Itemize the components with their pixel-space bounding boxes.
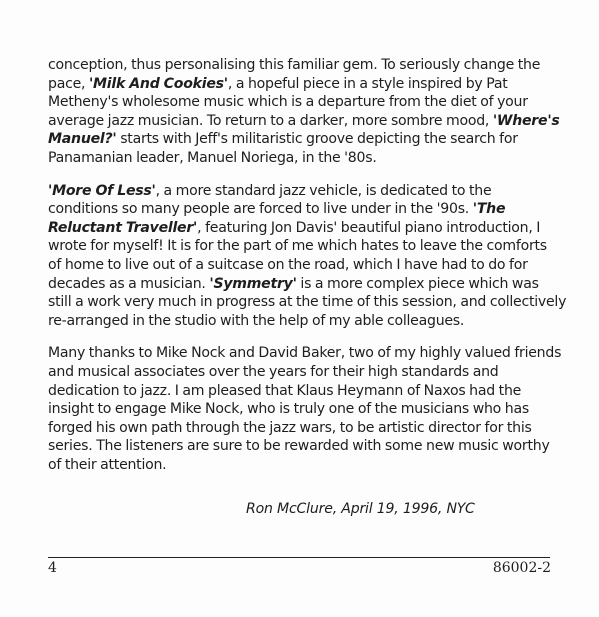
text-line (48, 419, 548, 438)
text-segment: still a work very much in progress at the time of this session, and collectively (48, 294, 567, 311)
text-line (48, 312, 548, 331)
text-line (48, 293, 567, 312)
text-line (48, 363, 548, 382)
text-segment: conditions so many people are forced to live under in the '90s. (48, 201, 473, 218)
track-title: Reluctant Traveller' (48, 219, 198, 236)
text-segment: of their attention. (48, 456, 167, 473)
catalog-number: 86002-2 (492, 560, 551, 576)
track-title: 'Where's (492, 112, 560, 129)
track-title: Manuel?' (48, 131, 117, 148)
text-line (48, 56, 548, 75)
track-title: 'More Of Less' (48, 182, 156, 199)
author-signature-line: Ron McClure, April 19, 1996, NYC (246, 501, 475, 517)
text-line (48, 182, 548, 201)
text-line (48, 400, 548, 419)
text-line (48, 456, 548, 475)
text-line (48, 437, 548, 456)
track-title: 'Symmetry' (209, 275, 297, 292)
text-segment: is a more complex piece which was (296, 275, 539, 292)
liner-notes-paragraph (48, 344, 562, 474)
track-title: 'Milk And Cookies' (88, 75, 228, 92)
text-line (48, 382, 548, 401)
text-segment: average jazz musician. To return to a darker, more sombre mood, (48, 112, 493, 129)
track-title: 'The (472, 201, 506, 218)
text-line (48, 256, 548, 275)
footer-rule (48, 557, 550, 558)
text-line (48, 219, 548, 238)
text-segment: starts with Jeff's militaristic groove depicting the search for (116, 131, 518, 148)
text-segment: pace, (48, 75, 89, 92)
page-number: 4 (48, 560, 57, 576)
text-line (48, 93, 548, 112)
text-segment: series. The listeners are sure to be rewarded with some new music worthy (48, 438, 550, 455)
text-segment: Metheny's wholesome music which is a departure from the diet of your (48, 94, 528, 111)
text-line (48, 130, 548, 149)
text-line (48, 112, 560, 131)
liner-notes-body (48, 56, 567, 488)
text-segment: insight to engage Mike Nock, who is truly one of the musicians who has (48, 401, 529, 418)
text-line (48, 237, 548, 256)
text-segment: , a more standard jazz vehicle, is dedicated to the (155, 182, 492, 199)
text-segment: Panamanian leader, Manuel Noriega, in the '80s. (48, 149, 377, 166)
text-line (48, 75, 548, 94)
text-segment: decades as a musician. (48, 275, 210, 292)
text-line (48, 275, 548, 294)
text-segment: re-arranged in the studio with the help of my able colleagues. (48, 312, 465, 329)
text-line (48, 200, 548, 219)
liner-notes-paragraph (48, 56, 560, 168)
text-segment: conception, thus personalising this familiar gem. To seriously change the (48, 57, 541, 73)
text-segment: wrote for myself! It is for the part of me which hates to leave the comforts (48, 238, 547, 255)
text-segment: , a hopeful piece in a style inspired by Pat (227, 75, 508, 92)
text-segment: forged his own path through the jazz wars, to be artistic director for this (48, 419, 532, 436)
text-segment: of home to live out of a suitcase on the road, which I have had to do for (48, 256, 528, 273)
text-segment: , featuring Jon Davis' beautiful piano introduction, I (197, 219, 541, 236)
text-segment: and musical associates over the years for their high standards and (48, 363, 499, 380)
liner-notes-paragraph (48, 182, 567, 331)
text-line (48, 149, 548, 168)
text-segment: dedication to jazz. I am pleased that Klaus Heymann of Naxos had the (48, 382, 522, 399)
text-segment: Many thanks to Mike Nock and David Baker, two of my highly valued friends (48, 345, 562, 362)
text-line (48, 344, 562, 363)
